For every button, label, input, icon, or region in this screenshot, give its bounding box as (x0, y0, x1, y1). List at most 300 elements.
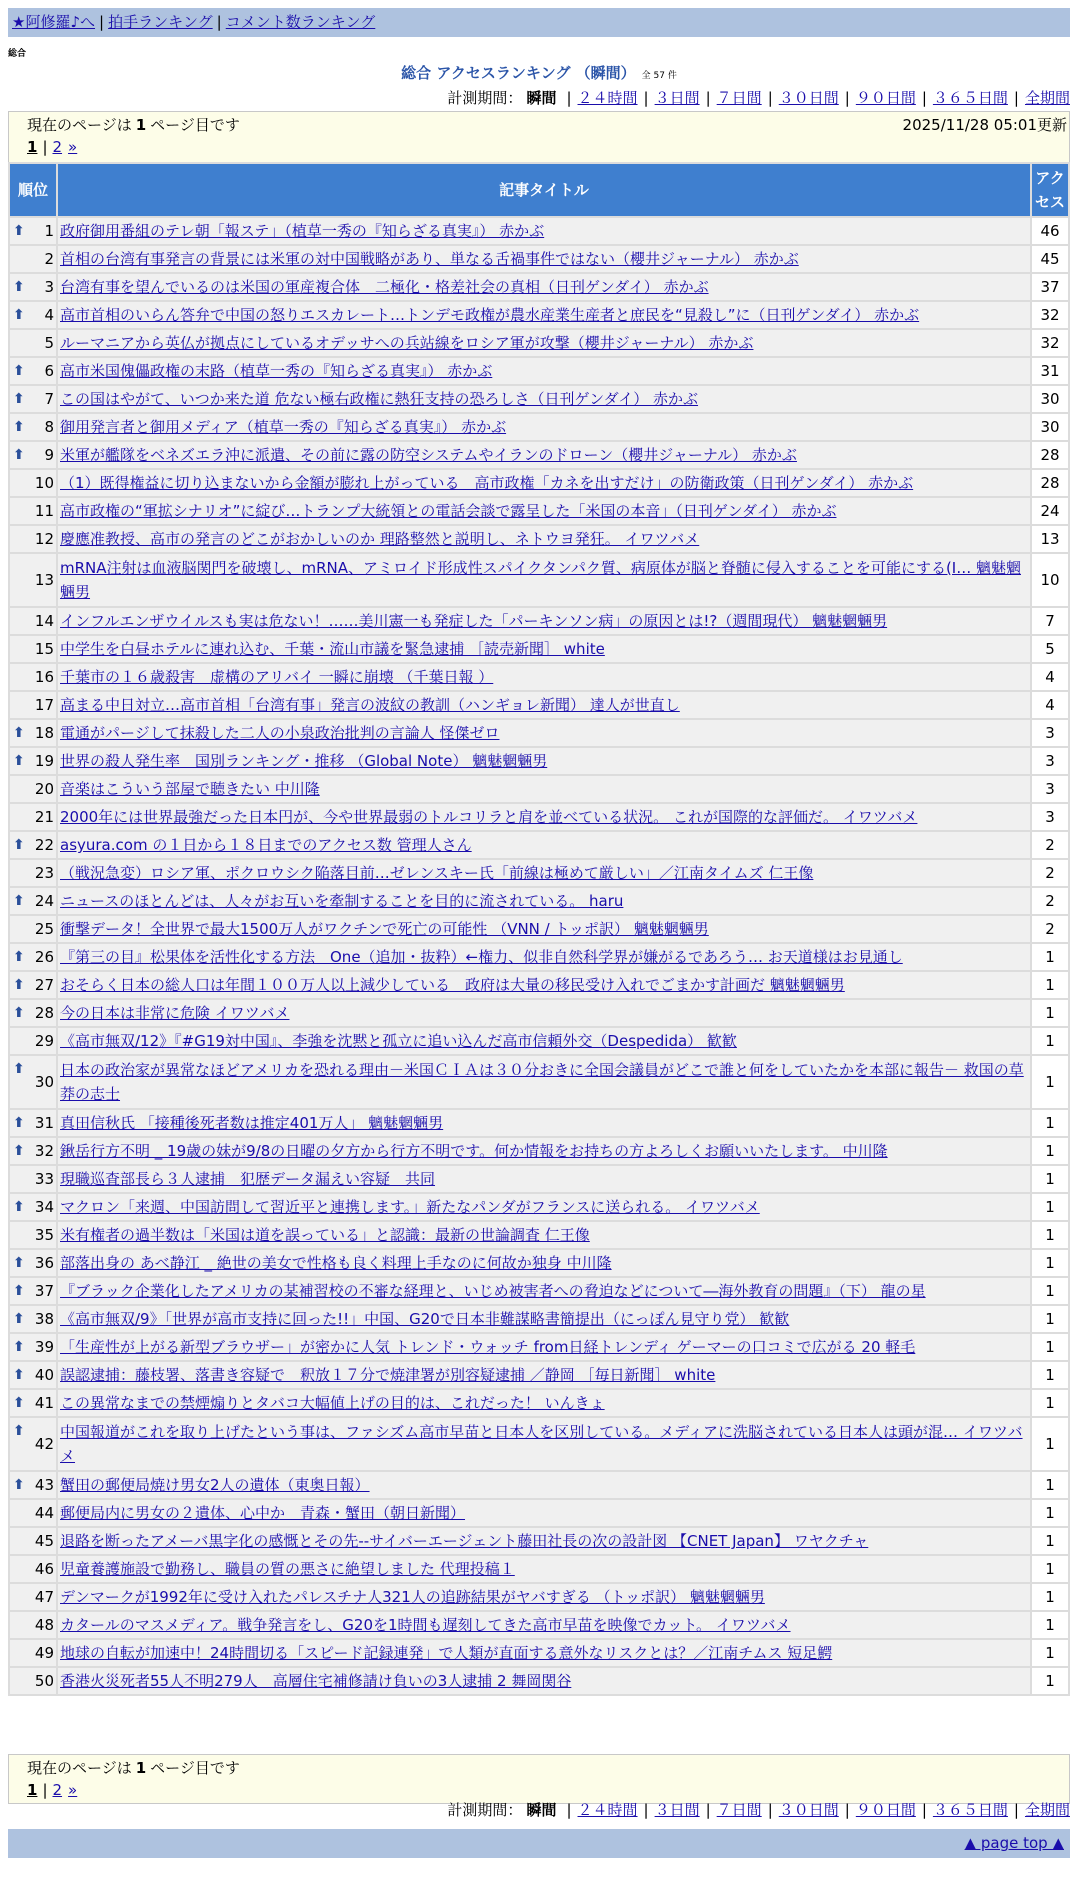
table-row (10, 1306, 1068, 1332)
title-cell (58, 692, 1030, 718)
title-cell (58, 944, 1030, 970)
table-row (10, 692, 1068, 718)
rank-cell (10, 1612, 56, 1638)
table-row (10, 358, 1068, 384)
rank-cell (10, 1334, 56, 1360)
table-row (10, 1556, 1068, 1582)
table-row (10, 608, 1068, 634)
title-cell (58, 386, 1030, 412)
rank-cell (10, 636, 56, 662)
rank-cell (10, 944, 56, 970)
title-cell (58, 916, 1030, 942)
table-row (10, 1640, 1068, 1666)
title-cell (58, 1166, 1030, 1192)
article-title-link[interactable]: 慶應准教授、高市の発言のどこがおかしいのか 理路整然と説明し、ネトウヨ発狂。 イワツバメ (60, 530, 700, 548)
article-title-link[interactable]: 《高市無双/9》「世界が高市支持に回った!!」中国、G20で日本非難謀略書簡提出（にっぽん見守り党） 歓歓 (60, 1310, 790, 1328)
table-row (10, 944, 1068, 970)
page-top-link[interactable]: ▲ page top ▲ (964, 1834, 1064, 1852)
access-count: 1 (1032, 1250, 1068, 1276)
article-title-link[interactable]: 電通がパージして抹殺した二人の小泉政治批判の言論人 怪傑ゼロ (60, 724, 500, 742)
title-cell (58, 1110, 1030, 1136)
rank-up-arrow-icon: ⬆ (13, 1339, 25, 1355)
access-count: 2 (1032, 860, 1068, 886)
table-row (10, 916, 1068, 942)
rank-cell (10, 1390, 56, 1416)
period-3d-link[interactable]: ３日間 (654, 1801, 700, 1819)
article-title-link[interactable]: 香港火災死者55人不明279人 高層住宅補修請け負いの3人逮捕 2 舞岡関谷 (60, 1672, 572, 1690)
article-title-link[interactable]: 今の日本は非常に危険 イワツバメ (60, 1004, 290, 1022)
table-row (10, 748, 1068, 774)
access-count: 1 (1032, 1612, 1068, 1638)
article-title-link[interactable]: 《高市無双/12》『#G19対中国』、李強を沈黙と孤立に追い込んだ高市信頼外交（Despedida） 歓歓 (60, 1032, 737, 1050)
article-title-link[interactable]: 政府御用番組のテレ朝「報ステ」（植草一秀の『知らざる真実』） 赤かぶ (60, 222, 545, 240)
title-cell (58, 1500, 1030, 1526)
table-row (10, 1250, 1068, 1276)
rank-cell (10, 330, 56, 356)
footer-bar (8, 1829, 1070, 1858)
table-row (10, 636, 1068, 662)
rank-up-arrow-icon: ⬆ (13, 1395, 25, 1411)
title-cell (58, 1528, 1030, 1554)
rank-cell (10, 1028, 56, 1054)
rank-cell (10, 1278, 56, 1304)
rank-cell (10, 414, 56, 440)
article-title-link[interactable]: （1）既得権益に切り込まないから金額が膨れ上がっている 高市政権「カネを出すだけ」の防衛政策（日刊ゲンダイ） 赤かぶ (60, 474, 914, 492)
title-cell (58, 664, 1030, 690)
table-row (10, 1194, 1068, 1220)
separator: | (216, 13, 222, 31)
rank-cell (10, 470, 56, 496)
current-page-suffix: ページ目です (150, 116, 240, 134)
rank-up-arrow-icon: ⬆ (13, 1199, 25, 1215)
rank-cell (10, 1250, 56, 1276)
rank-number: 9 (44, 446, 54, 464)
rank-up-arrow-icon: ⬆ (13, 753, 25, 769)
period-3d-link[interactable]: ３日間 (654, 89, 700, 107)
title-cell (58, 1138, 1030, 1164)
access-count: 1 (1032, 1278, 1068, 1304)
access-count: 1 (1032, 1418, 1068, 1470)
col-header-title: 記事タイトル (58, 164, 1030, 216)
table-row (10, 554, 1068, 606)
period-7d-link[interactable]: ７日間 (716, 1801, 762, 1819)
table-row (10, 302, 1068, 328)
pager-next-link[interactable]: » (68, 138, 78, 156)
table-row (10, 860, 1068, 886)
rank-up-arrow-icon: ⬆ (13, 1255, 25, 1271)
article-title-link[interactable]: おそらく日本の総人口は年間１００万人以上減少している 政府は大量の移民受け入れでごまかす計画だ 魑魅魍魎男 (60, 976, 845, 994)
rank-number: 37 (34, 1282, 54, 1300)
rank-number: 15 (34, 640, 54, 658)
rank-cell (10, 1362, 56, 1388)
rank-cell (10, 302, 56, 328)
rank-up-arrow-icon: ⬆ (13, 279, 25, 295)
period-7d-link[interactable]: ７日間 (716, 89, 762, 107)
rank-cell (10, 832, 56, 858)
ranking-table-body (10, 218, 1068, 1694)
rank-number: 14 (34, 612, 54, 630)
period-30d-link[interactable]: ３０日間 (778, 89, 839, 107)
rank-up-arrow-icon: ⬆ (13, 1423, 25, 1439)
table-row (10, 1584, 1068, 1610)
rank-cell (10, 972, 56, 998)
title-cell (58, 470, 1030, 496)
access-count: 1 (1032, 1306, 1068, 1332)
article-title-link[interactable]: 真田信秋氏 「接種後死者数は推定401万人」 魑魅魍魎男 (60, 1114, 444, 1132)
article-title-link[interactable]: 高市政権の“軍拡シナリオ”に綻び…トランプ大統領との電話会談で露呈した「米国の本音」（日刊ゲンダイ） 赤かぶ (60, 502, 837, 520)
rank-cell (10, 1528, 56, 1554)
period-90d-link[interactable]: ９０日間 (855, 89, 916, 107)
access-count: 3 (1032, 804, 1068, 830)
rank-cell (10, 1472, 56, 1498)
rank-up-arrow-icon: ⬆ (13, 949, 25, 965)
rank-cell (10, 860, 56, 886)
table-row (10, 1278, 1068, 1304)
period-current: 瞬間 (526, 1801, 557, 1819)
title-cell (58, 972, 1030, 998)
updated-timestamp: 2025/11/28 05:01更新 (902, 116, 1067, 134)
article-title-link[interactable]: 米有権者の過半数は「米国は道を誤っている」と認識：最新の世論調査 仁王像 (60, 1226, 590, 1244)
title-cell (58, 832, 1030, 858)
pager-next-link[interactable]: » (68, 1781, 78, 1799)
table-row (10, 832, 1068, 858)
access-count: 10 (1032, 554, 1068, 606)
title-cell (58, 302, 1030, 328)
page-title-text: 総合 アクセスランキング （瞬間） (401, 64, 636, 82)
title-cell (58, 274, 1030, 300)
rank-cell (10, 1194, 56, 1220)
period-all-link[interactable]: 全期間 (1024, 89, 1070, 107)
table-row (10, 1390, 1068, 1416)
title-cell (58, 526, 1030, 552)
table-row (10, 1222, 1068, 1248)
rank-cell (10, 358, 56, 384)
article-title-link[interactable]: 児童養護施設で勤務し、職員の質の悪さに絶望しました 代理投稿１ (60, 1560, 515, 1578)
access-count: 1 (1032, 1194, 1068, 1220)
article-title-link[interactable]: 高市米国傀儡政権の末路（植草一秀の『知らざる真実』） 赤かぶ (60, 362, 493, 380)
table-row (10, 1612, 1068, 1638)
rank-up-arrow-icon: ⬆ (13, 363, 25, 379)
pager (27, 1781, 83, 1799)
access-count: 4 (1032, 664, 1068, 690)
rank-cell (10, 804, 56, 830)
period-label: 計測期間： (447, 1801, 523, 1819)
table-row (10, 1000, 1068, 1026)
table-row (10, 1500, 1068, 1526)
rank-cell (10, 274, 56, 300)
rank-cell (10, 692, 56, 718)
access-count: 46 (1032, 218, 1068, 244)
table-row (10, 274, 1068, 300)
separator: | (99, 13, 105, 31)
rank-cell (10, 526, 56, 552)
separator: | (643, 1801, 649, 1819)
article-title-link[interactable]: 地球の自転が加速中！24時間切る「スピード記録連発」で人類が直面する意外なリスクとは？／江南チムス 短足鰐 (60, 1644, 833, 1662)
pager-page-2-link[interactable]: 2 (52, 138, 63, 156)
title-cell (58, 1668, 1030, 1694)
rank-number: 2 (44, 250, 54, 268)
access-count: 3 (1032, 748, 1068, 774)
access-count: 32 (1032, 330, 1068, 356)
rank-number: 29 (34, 1032, 54, 1050)
rank-number: 40 (34, 1366, 54, 1384)
title-cell (58, 1584, 1030, 1610)
rank-number: 23 (34, 864, 54, 882)
title-cell (58, 1250, 1030, 1276)
access-count: 5 (1032, 636, 1068, 662)
article-title-link[interactable]: （戦況急変）ロシア軍、ポクロウシク陥落目前…ゼレンスキー氏「前線は極めて厳しい」／江南タイムズ 仁王像 (60, 864, 814, 882)
rank-number: 18 (34, 724, 54, 742)
title-cell (58, 498, 1030, 524)
article-title-link[interactable]: 高まる中日対立…高市首相「台湾有事」発言の波紋の教訓（ハンギョレ新聞） 達人が世直し (60, 696, 680, 714)
rank-cell (10, 1584, 56, 1610)
rank-up-arrow-icon: ⬆ (13, 391, 25, 407)
current-page-prefix: 現在のページは (27, 116, 132, 134)
title-cell (58, 1222, 1030, 1248)
separator: | (1013, 89, 1019, 107)
rank-up-arrow-icon: ⬆ (13, 1143, 25, 1159)
table-row (10, 442, 1068, 468)
rank-up-arrow-icon: ⬆ (13, 223, 25, 239)
rank-cell (10, 1000, 56, 1026)
article-title-link[interactable]: 米軍が艦隊をベネズエラ沖に派遣、その前に露の防空システムやイランのドローン（櫻井ジャーナル） 赤かぶ (60, 446, 797, 464)
title-cell (58, 1390, 1030, 1416)
rank-number: 21 (34, 808, 54, 826)
article-title-link[interactable]: マクロン「来週、中国訪問して習近平と連携します。」新たなパンダがフランスに送られる。 イワツバメ (60, 1198, 760, 1216)
rank-cell (10, 1138, 56, 1164)
table-row (10, 1166, 1068, 1192)
access-count: 7 (1032, 608, 1068, 634)
period-24h-link[interactable]: ２４時間 (577, 89, 638, 107)
pager-page-2-link[interactable]: 2 (52, 1781, 63, 1799)
rank-up-arrow-icon: ⬆ (13, 1477, 25, 1493)
rank-cell (10, 1640, 56, 1666)
total-count: 全 57 件 (641, 71, 677, 81)
article-title-link[interactable]: 鍬岳行方不明 _ 19歳の妹が9/8の日曜の夕方から行方不明です。何か情報をお持ちの方よろしくお願いいたします。 中川隆 (60, 1142, 888, 1160)
article-title-link[interactable]: 中学生を白昼ホテルに連れ込む、千葉・流山市議を緊急逮捕 ［読売新聞］ white (60, 640, 605, 658)
access-count: 28 (1032, 442, 1068, 468)
rank-cell (10, 1222, 56, 1248)
table-row (10, 470, 1068, 496)
period-24h-link[interactable]: ２４時間 (577, 1801, 638, 1819)
comment-ranking-link[interactable]: コメント数ランキング (225, 13, 376, 31)
separator: | (42, 1781, 48, 1799)
rank-number: 50 (34, 1672, 54, 1690)
separator: | (921, 89, 927, 107)
article-title-link[interactable]: デンマークが1992年に受け入れたパレスチナ人321人の追跡結果がヤバすぎる （トッポ訳） 魑魅魍魎男 (60, 1588, 765, 1606)
title-cell (58, 358, 1030, 384)
clap-ranking-link[interactable]: 拍手ランキング (108, 13, 213, 31)
article-title-link[interactable]: 高市首相のいらん答弁で中国の怒りエスカレート…トンデモ政権が農水産業生産者と庶民を“見殺し”に（日刊ゲンダイ） 赤かぶ (60, 306, 920, 324)
article-title-link[interactable]: 音楽はこういう部屋で聴きたい 中川隆 (60, 780, 320, 798)
rank-up-arrow-icon: ⬆ (13, 1311, 25, 1327)
title-cell (58, 1194, 1030, 1220)
rank-number: 7 (44, 390, 54, 408)
table-row (10, 1028, 1068, 1054)
period-365d-link[interactable]: ３６５日間 (932, 89, 1008, 107)
article-title-link[interactable]: カタールのマスメディア。戦争発言をし、G20を1時間も遅刻してきた高市早苗を映像でカット。 イワツバメ (60, 1616, 791, 1634)
rank-number: 47 (34, 1588, 54, 1606)
title-cell (58, 330, 1030, 356)
title-cell (58, 860, 1030, 886)
rank-cell (10, 1418, 56, 1470)
rank-number: 24 (34, 892, 54, 910)
article-title-link[interactable]: asyura.com の１日から１８日までのアクセス数 管理人さん (60, 836, 472, 854)
article-title-link[interactable]: mRNA注射は血液脳関門を破壊し、mRNA、アミロイド形成性スパイクタンパク質、病原体が脳と脊髄に侵入することを可能にする(I… 魑魅魍魎男 (60, 559, 1021, 601)
separator: | (643, 89, 649, 107)
article-title-link[interactable]: 蟹田の郵便局焼け男女2人の遺体（東奥日報） (60, 1476, 370, 1494)
rank-number: 43 (34, 1476, 54, 1494)
article-title-link[interactable]: 現職巡査部長ら３人逮捕 犯歴データ漏えい容疑 共同 (60, 1170, 436, 1188)
period-90d-link[interactable]: ９０日間 (855, 1801, 916, 1819)
article-title-link[interactable]: インフルエンザウイルスも実は危ない！……美川憲一も発症した「パーキンソン病」の原因とは!?（週間現代） 魑魅魍魎男 (60, 612, 888, 630)
table-row (10, 804, 1068, 830)
rank-number: 31 (34, 1114, 54, 1132)
current-page-text (27, 1757, 240, 1778)
article-title-link[interactable]: 首相の台湾有事発言の背景には米軍の対中国戦略があり、単なる舌禍事件ではない（櫻井ジャーナル） 赤かぶ (60, 250, 799, 268)
period-current: 瞬間 (526, 89, 557, 107)
title-cell (58, 554, 1030, 606)
article-title-link[interactable]: 誤認逮捕：藤枝署、落書き容疑で 釈放１７分で焼津署が別容疑逮捕 ／静岡 ［毎日新聞］ white (60, 1366, 716, 1384)
article-title-link[interactable]: 千葉市の１６歳殺害 虚構のアリバイ 一瞬に崩壊 （千葉日報 ） (60, 668, 494, 686)
article-title-link[interactable]: 衝撃データ！全世界で最大1500万人がワクチンで死亡の可能性 （VNN / トッポ訳） 魑魅魍魎男 (60, 920, 709, 938)
page-status-box-top (8, 111, 1070, 163)
article-title-link[interactable]: この異常なまでの禁煙煽りとタバコ大幅値上げの目的は、これだった！ いんきょ (60, 1394, 605, 1412)
article-title-link[interactable]: この国はやがて、いつか来た道 危ない極右政権に熱狂支持の恐ろしさ（日刊ゲンダイ） 赤かぶ (60, 390, 699, 408)
rank-number: 12 (34, 530, 54, 548)
rank-number: 27 (34, 976, 54, 994)
rank-number: 16 (34, 668, 54, 686)
title-cell (58, 888, 1030, 914)
access-count: 37 (1032, 274, 1068, 300)
article-title-link[interactable]: ニュースのほとんどは、人々がお互いを牽制することを目的に流されている。 haru (60, 892, 624, 910)
rank-number: 35 (34, 1226, 54, 1244)
title-cell (58, 1056, 1030, 1108)
rank-number: 17 (34, 696, 54, 714)
rank-number: 6 (44, 362, 54, 380)
article-title-link[interactable]: 部落出身の あべ静江 _ 絶世の美女で性格も良く料理上手なのに何故か独身 中川隆 (60, 1254, 612, 1272)
rank-number: 22 (34, 836, 54, 854)
separator: | (844, 1801, 850, 1819)
rank-cell (10, 608, 56, 634)
article-title-link[interactable]: 退路を断ったアメーバ黒字化の感慨とその先--サイバーエージェント藤田社長の次の設計図 【CNET Japan】 ワヤクチャ (60, 1532, 869, 1550)
page-title (0, 62, 1078, 83)
title-cell (58, 608, 1030, 634)
rank-number: 26 (34, 948, 54, 966)
title-cell (58, 218, 1030, 244)
rank-up-arrow-icon: ⬆ (13, 837, 25, 853)
article-title-link[interactable]: ルーマニアから英仏が拠点にしているオデッサへの兵站線をロシア軍が攻撃（櫻井ジャーナル） 赤かぶ (60, 334, 754, 352)
current-page-prefix: 現在のページは (27, 1759, 132, 1777)
access-count: 1 (1032, 1166, 1068, 1192)
rank-cell (10, 776, 56, 802)
article-title-link[interactable]: 中国報道がこれを取り上げたという事は、ファシズム高市早苗と日本人を区別している。メディアに洗脳されている日本人は頭が混… イワツバメ (60, 1423, 1023, 1465)
pager-current-page: 1 (27, 1781, 38, 1799)
rank-cell (10, 748, 56, 774)
access-count: 45 (1032, 246, 1068, 272)
rank-up-arrow-icon: ⬆ (13, 1005, 25, 1021)
rank-number: 4 (44, 306, 54, 324)
access-count: 2 (1032, 832, 1068, 858)
article-title-link[interactable]: 日本の政治家が異常なほどアメリカを恐れる理由－米国ＣＩＡは３０分おきに全国会議員がどこで誰と何をしていたかを本部に報告－ 救国の草莽の志士 (60, 1061, 1024, 1103)
article-title-link[interactable]: 郵便局内に男女の２遺体、心中か 青森・蟹田（朝日新聞） (60, 1504, 466, 1522)
article-title-link[interactable]: 『ブラック企業化したアメリカの某補習校の不審な経理と、いじめ被害者への脅迫などについて―海外教育の問題』（下） 龍の星 (60, 1282, 926, 1300)
title-cell (58, 1556, 1030, 1582)
rank-number: 36 (34, 1254, 54, 1272)
period-selector-top (447, 88, 1070, 108)
table-row (10, 218, 1068, 244)
article-title-link[interactable]: 世界の殺人発生率 国別ランキング・推移 （Global Note） 魑魅魍魎男 (60, 752, 548, 770)
table-row (10, 888, 1068, 914)
table-row (10, 1418, 1068, 1470)
separator: | (767, 89, 773, 107)
table-row (10, 246, 1068, 272)
table-row (10, 972, 1068, 998)
rank-cell (10, 1110, 56, 1136)
home-link[interactable]: ★阿修羅♪へ (12, 13, 96, 31)
rank-up-arrow-icon: ⬆ (13, 725, 25, 741)
title-cell (58, 1334, 1030, 1360)
rank-number: 28 (34, 1004, 54, 1022)
pager (27, 138, 83, 156)
rank-number: 33 (34, 1170, 54, 1188)
article-title-link[interactable]: 『第三の目』松果体を活性化する方法 One（追加・抜粋）←権力、似非自然科学界が嫌がるであろう… お天道様はお見通し (60, 948, 903, 966)
rank-cell (10, 1668, 56, 1694)
access-count: 1 (1032, 1000, 1068, 1026)
rank-up-arrow-icon: ⬆ (13, 1061, 25, 1077)
article-title-link[interactable]: 御用発言者と御用メディア（植草一秀の『知らざる真実』） 赤かぶ (60, 418, 507, 436)
current-page-number: 1 (135, 116, 147, 134)
rank-number: 46 (34, 1560, 54, 1578)
period-30d-link[interactable]: ３０日間 (778, 1801, 839, 1819)
title-cell (58, 1418, 1030, 1470)
rank-up-arrow-icon: ⬆ (13, 1367, 25, 1383)
rank-number: 19 (34, 752, 54, 770)
title-cell (58, 720, 1030, 746)
rank-up-arrow-icon: ⬆ (13, 1115, 25, 1131)
top-nav-bar (8, 8, 1070, 37)
access-count: 1 (1032, 1028, 1068, 1054)
article-title-link[interactable]: 台湾有事を望んでいるのは米国の軍産複合体 二極化・格差社会の真相（日刊ゲンダイ） 赤かぶ (60, 278, 709, 296)
rank-up-arrow-icon: ⬆ (13, 1283, 25, 1299)
rank-number: 49 (34, 1644, 54, 1662)
ranking-table (8, 162, 1070, 1696)
rank-up-arrow-icon: ⬆ (13, 307, 25, 323)
access-count: 1 (1032, 1556, 1068, 1582)
article-title-link[interactable]: 2000年には世界最強だった日本円が、今や世界最弱のトルコリラと肩を並べている状況。 これが国際的な評価だ。 イワツバメ (60, 808, 918, 826)
rank-number: 1 (44, 222, 54, 240)
rank-number: 5 (44, 334, 54, 352)
rank-cell (10, 1500, 56, 1526)
title-cell (58, 804, 1030, 830)
period-all-link[interactable]: 全期間 (1024, 1801, 1070, 1819)
separator: | (921, 1801, 927, 1819)
table-row (10, 414, 1068, 440)
access-count: 1 (1032, 1334, 1068, 1360)
access-count: 3 (1032, 776, 1068, 802)
rank-number: 10 (34, 474, 54, 492)
separator: | (566, 89, 572, 107)
table-row (10, 498, 1068, 524)
article-title-link[interactable]: 「生産性が上がる新型ブラウザー」が密かに人気 トレンド・ウォッチ from日経トレンディ ゲーマーの口コミで広がる 20 軽毛 (60, 1338, 916, 1356)
period-365d-link[interactable]: ３６５日間 (932, 1801, 1008, 1819)
title-cell (58, 442, 1030, 468)
rank-cell (10, 1556, 56, 1582)
rank-number: 13 (34, 571, 54, 589)
rank-cell (10, 442, 56, 468)
access-count: 1 (1032, 1390, 1068, 1416)
access-count: 1 (1032, 1640, 1068, 1666)
